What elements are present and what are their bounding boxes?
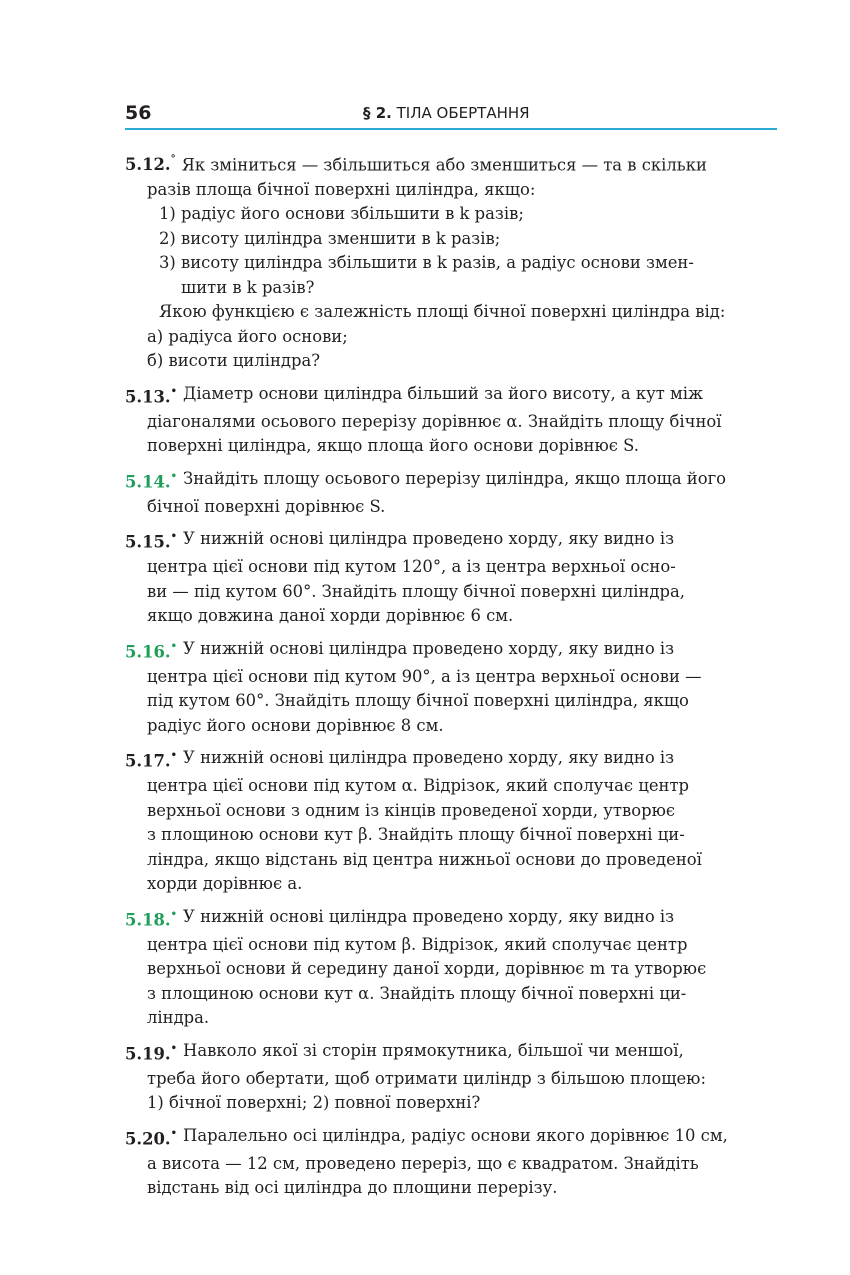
problem-text-line: разів площа бічної поверхні циліндра, якщо: [147,179,536,199]
difficulty-mark: ° [170,154,176,165]
problem-text-line: верхньої основи з одним із кінців проведеної хорди, утворює [147,800,676,820]
problem-text-line: з площиною основи кут β. Знайдіть площу бічної поверхні ци- [147,825,685,845]
problem-text-line: поверхні циліндра, якщо площа його основи дорівнює S. [147,436,639,456]
problem-text-line: У нижній основі циліндра проведено хорду, яку видно із [183,529,675,549]
problem-item: 2) висоту циліндра зменшити в k разів; [159,228,501,248]
problem-number: 5.13. [125,387,171,407]
problem-text-line: Діаметр основи циліндра більший за його висоту, а кут між [183,383,704,403]
problem-item: шити в k разів? [181,277,315,297]
problems-list [125,150,777,1209]
difficulty-mark: • [170,1127,178,1139]
problem-text-line: треба його обертати, щоб отримати циліндр з більшою площею: [147,1068,706,1088]
problem-number: 5.15. [125,532,171,552]
problem-text-line: центра цієї основи під кутом α. Відрізок, який сполучає центр [147,776,690,796]
problem-text-line: Як зміниться — збільшиться або зменшиться — та в скільки [181,155,707,175]
problem-5-16 [125,637,777,738]
problem-text-line: бічної поверхні дорівнює S. [147,496,386,516]
problem-item: 1) радіус його основи збільшити в k разів; [159,204,524,224]
problem-5-20 [125,1124,777,1201]
problem-text-line: Знайдіть площу осьового перерізу циліндра, якщо площа його [183,468,727,488]
problem-item: 3) висоту циліндра збільшити в k разів, а радіус основи змен- [159,253,694,273]
problem-text-line: під кутом 60°. Знайдіть площу бічної поверхні циліндра, якщо [147,691,689,711]
problem-number: 5.14. [125,472,171,492]
problem-5-12 [125,150,777,374]
difficulty-mark: • [170,470,178,482]
difficulty-mark: • [170,531,178,543]
problem-number: 5.18. [125,910,171,930]
problem-5-15 [125,527,777,628]
difficulty-mark: • [170,385,178,397]
problem-text-line: ви — під кутом 60°. Знайдіть площу бічної поверхні циліндра, [147,581,685,601]
problem-5-17 [125,746,777,896]
problem-text-line: У нижній основі циліндра проведено хорду, яку видно із [183,906,675,926]
problem-text-line: верхньої основи й середину даної хорди, дорівнює m та утворює [147,959,707,979]
problem-text-line: а висота — 12 см, проведено переріз, що є квадратом. Знайдіть [147,1153,699,1173]
problem-text-line: центра цієї основи під кутом 90°, а із центра верхньої основи — [147,666,702,686]
problem-text-line: У нижній основі циліндра проведено хорду, яку видно із [183,748,675,768]
difficulty-mark: • [170,1042,178,1054]
problem-text-line: центра цієї основи під кутом 120°, а із центра верхньої осно- [147,557,676,577]
page-header [125,102,777,132]
problem-number: 5.20. [125,1129,171,1149]
header-rule [125,128,777,130]
problem-text-line: радіус його основи дорівнює 8 см. [147,715,444,735]
problem-text-line: ліндра, якщо відстань від центра нижньої основи до проведеної [147,849,702,869]
difficulty-mark: • [170,750,178,762]
problem-text-line: центра цієї основи під кутом β. Відрізок, який сполучає центр [147,934,688,954]
problem-5-18 [125,905,777,1031]
problem-text-line: хорди дорівнює a. [147,874,303,894]
problem-text-line: ліндра. [147,1008,210,1028]
section-mark: § 2. [363,104,392,122]
problem-text-line: з площиною основи кут α. Знайдіть площу бічної поверхні ци- [147,983,687,1003]
section-title-text: ТІЛА ОБЕРТАННЯ [396,104,530,122]
problem-number: 5.17. [125,751,171,771]
page-number: 56 [125,102,152,124]
problem-5-19 [125,1039,777,1116]
problem-number: 5.16. [125,642,171,662]
section-title [363,104,530,122]
difficulty-mark: • [170,908,178,920]
problem-number: 5.12. [125,155,171,175]
problem-text-line: Навколо якої зі сторін прямокутника, більшої чи меншої, [183,1040,684,1060]
difficulty-mark: • [170,640,178,652]
problem-5-14 [125,467,777,519]
problem-text-line: відстань від осі циліндра до площини перерізу. [147,1178,558,1198]
problem-5-13 [125,382,777,459]
problem-subitem: б) висоти циліндра? [147,351,321,371]
problem-question: Якою функцією є залежність площі бічної поверхні циліндра від: [159,302,726,322]
problem-text-line: Паралельно осі циліндра, радіус основи якого дорівнює 10 см, [183,1125,728,1145]
problem-subitem: а) радіуса його основи; [147,326,348,346]
problem-number: 5.19. [125,1044,171,1064]
problem-text-line: якщо довжина даної хорди дорівнює 6 см. [147,606,514,626]
problem-text-line: 1) бічної поверхні; 2) повної поверхні? [147,1093,481,1113]
problem-text-line: У нижній основі циліндра проведено хорду, яку видно із [183,638,675,658]
problem-text-line: діагоналями осьового перерізу дорівнює α. Знайдіть площу бічної [147,411,722,431]
